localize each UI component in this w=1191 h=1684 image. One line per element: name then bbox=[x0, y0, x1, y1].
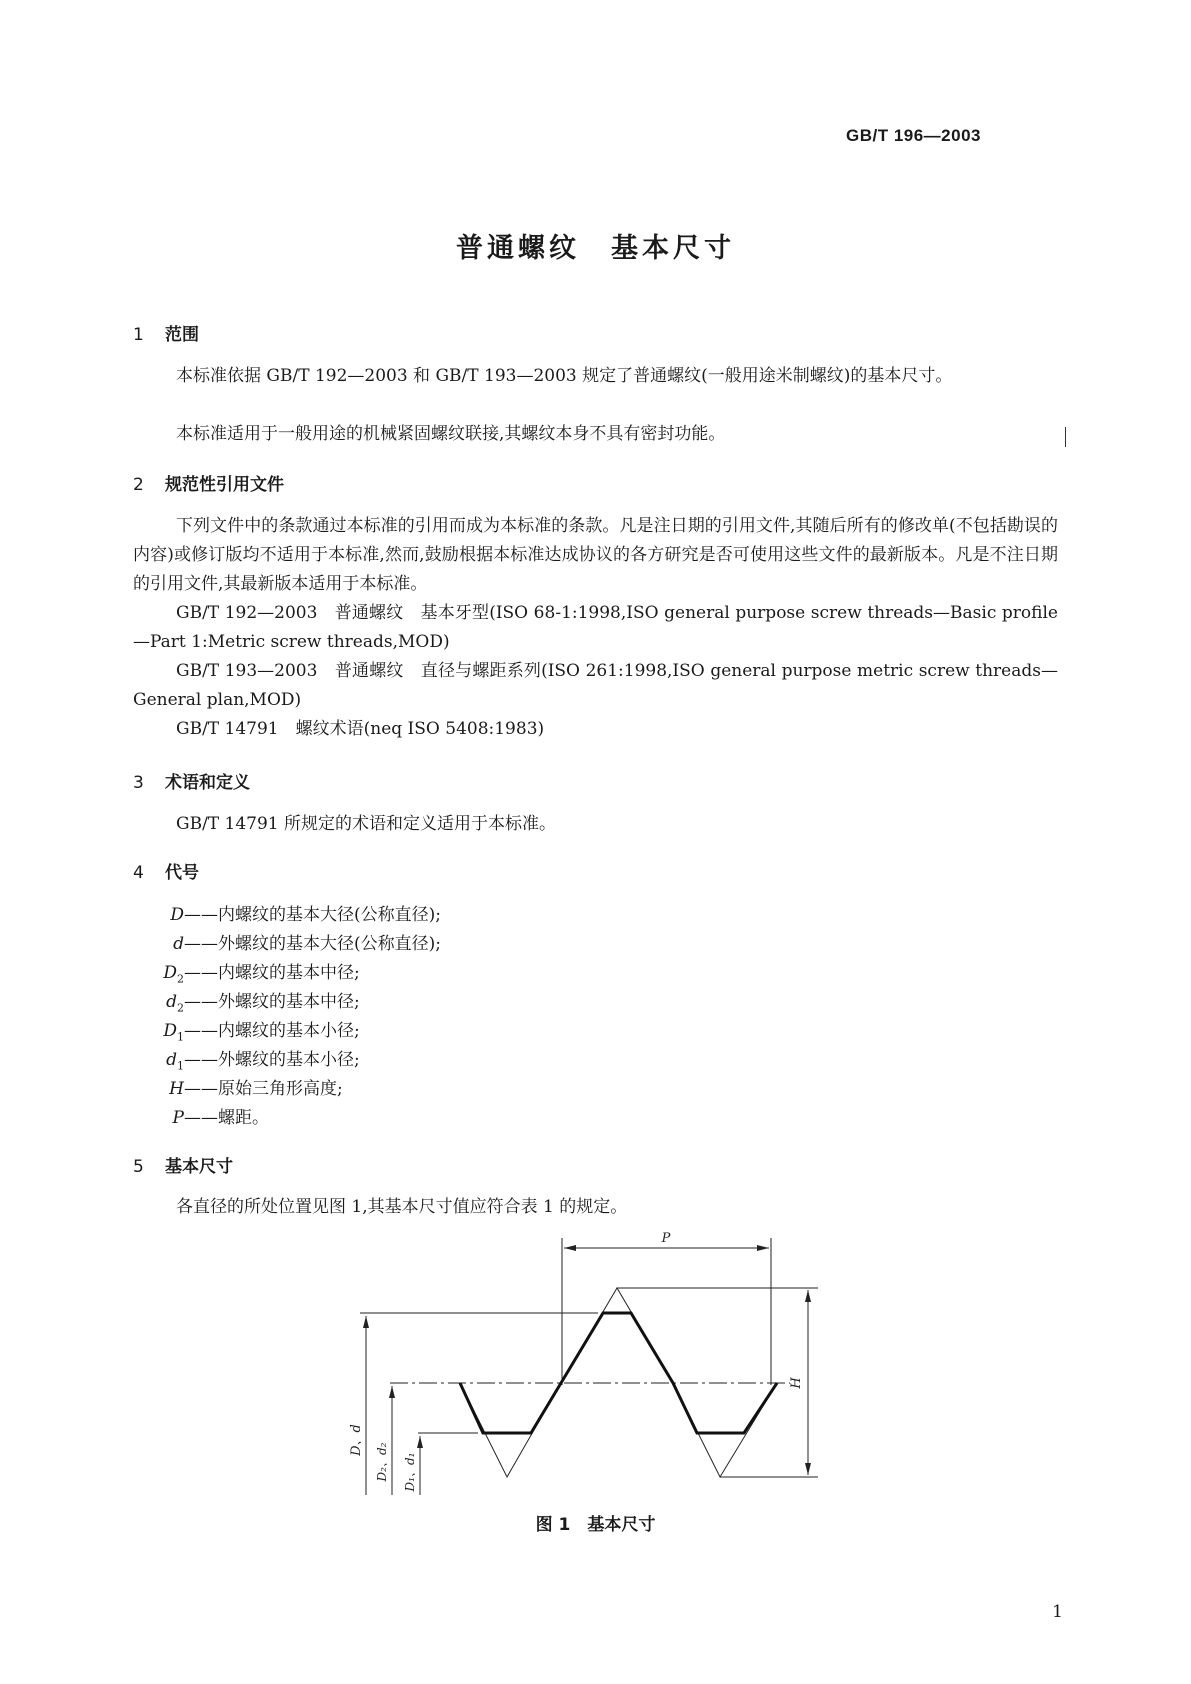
section-title: 范围 bbox=[165, 325, 199, 345]
symbol-letter: D bbox=[163, 963, 177, 983]
arrowhead bbox=[805, 1290, 811, 1302]
reference-item: GB/T 193—2003 普通螺纹 直径与螺距系列(ISO 261:1998,ISO general purpose metric screw threads—General plan,MOD) bbox=[133, 661, 1058, 710]
symbol-letter: d bbox=[173, 934, 184, 954]
symbol-subscript: 1 bbox=[177, 1059, 184, 1073]
symbol-description: ——外螺纹的基本小径; bbox=[184, 1050, 360, 1070]
section-title: 代号 bbox=[165, 863, 199, 883]
symbol-description: ——原始三角形高度; bbox=[184, 1079, 343, 1099]
pitch-diameter-label: D₂、d₂ bbox=[375, 1442, 389, 1482]
reference-item: GB/T 14791 螺纹术语(neq ISO 5408:1983) bbox=[176, 719, 545, 739]
pitch-label: P bbox=[661, 1231, 671, 1246]
references-intro: 下列文件中的条款通过本标准的引用而成为本标准的条款。凡是注日期的引用文件,其随后所有的修改单(不包括勘误的内容)或修订版均不适用于本标准,然而,鼓励根据本标准达成协议的各方研究是否可使用这些文件的最新版本。凡是不注日期的引用文件,其最新版本适用于本标准。 bbox=[133, 516, 1058, 594]
symbol-subscript: 1 bbox=[177, 1030, 184, 1044]
terms-text: GB/T 14791 所规定的术语和定义适用于本标准。 bbox=[176, 814, 557, 834]
symbol-description: ——外螺纹的基本大径(公称直径); bbox=[184, 934, 441, 954]
arrowhead bbox=[417, 1436, 423, 1448]
section-title: 规范性引用文件 bbox=[165, 475, 284, 495]
figure-caption: 图 1 基本尺寸 bbox=[535, 1515, 656, 1535]
arrowhead bbox=[805, 1463, 811, 1475]
scope-paragraph-2: 本标准适用于一般用途的机械紧固螺纹联接,其螺纹本身不具有密封功能。 bbox=[176, 424, 726, 444]
basic-dimensions-text: 各直径的所处位置见图 1,其基本尺寸值应符合表 1 的规定。 bbox=[176, 1197, 628, 1217]
document-title: 普通螺纹 基本尺寸 bbox=[456, 233, 735, 264]
arrowhead bbox=[363, 1316, 369, 1328]
section-number: 5 bbox=[133, 1157, 144, 1177]
symbol-letter: H bbox=[169, 1079, 184, 1099]
basic-profile bbox=[460, 1313, 777, 1433]
symbol-description: ——外螺纹的基本中径; bbox=[184, 992, 360, 1012]
section-number: 3 bbox=[133, 773, 144, 793]
minor-diameter-label: D₁、d₁ bbox=[403, 1452, 417, 1492]
standard-number: GB/T 196—2003 bbox=[845, 126, 981, 145]
major-diameter-label: D、d bbox=[349, 1424, 364, 1456]
section-number: 1 bbox=[133, 325, 144, 345]
arrowhead bbox=[564, 1245, 576, 1251]
symbol-letter: d bbox=[166, 1050, 177, 1070]
reference-item: GB/T 192—2003 普通螺纹 基本牙型(ISO 68-1:1998,ISO general purpose screw threads—Basic profile—Part 1:Metric screw threads,MOD) bbox=[133, 603, 1058, 652]
symbol-description: ——螺距。 bbox=[184, 1108, 269, 1128]
section-title: 术语和定义 bbox=[165, 773, 250, 793]
section-number: 4 bbox=[133, 863, 144, 883]
symbol-description: ——内螺纹的基本小径; bbox=[184, 1021, 360, 1041]
symbol-letter: P bbox=[172, 1108, 184, 1128]
height-label: H bbox=[789, 1377, 804, 1389]
symbol-subscript: 2 bbox=[177, 1001, 184, 1015]
symbol-description: ——内螺纹的基本中径; bbox=[184, 963, 360, 983]
arrowhead bbox=[389, 1386, 395, 1398]
arrowhead bbox=[757, 1245, 769, 1251]
symbol-letter: D bbox=[163, 1021, 177, 1041]
scope-paragraph-1: 本标准依据 GB/T 192—2003 和 GB/T 193—2003 规定了普通螺纹(一般用途米制螺纹)的基本尺寸。 bbox=[176, 366, 953, 386]
symbol-description: ——内螺纹的基本大径(公称直径); bbox=[184, 905, 441, 925]
symbol-subscript: 2 bbox=[177, 972, 184, 986]
page-number: 1 bbox=[1052, 1602, 1063, 1622]
symbol-letter: d bbox=[166, 992, 177, 1012]
section-title: 基本尺寸 bbox=[165, 1157, 233, 1177]
section-number: 2 bbox=[133, 475, 144, 495]
symbol-letter: D bbox=[170, 905, 184, 925]
